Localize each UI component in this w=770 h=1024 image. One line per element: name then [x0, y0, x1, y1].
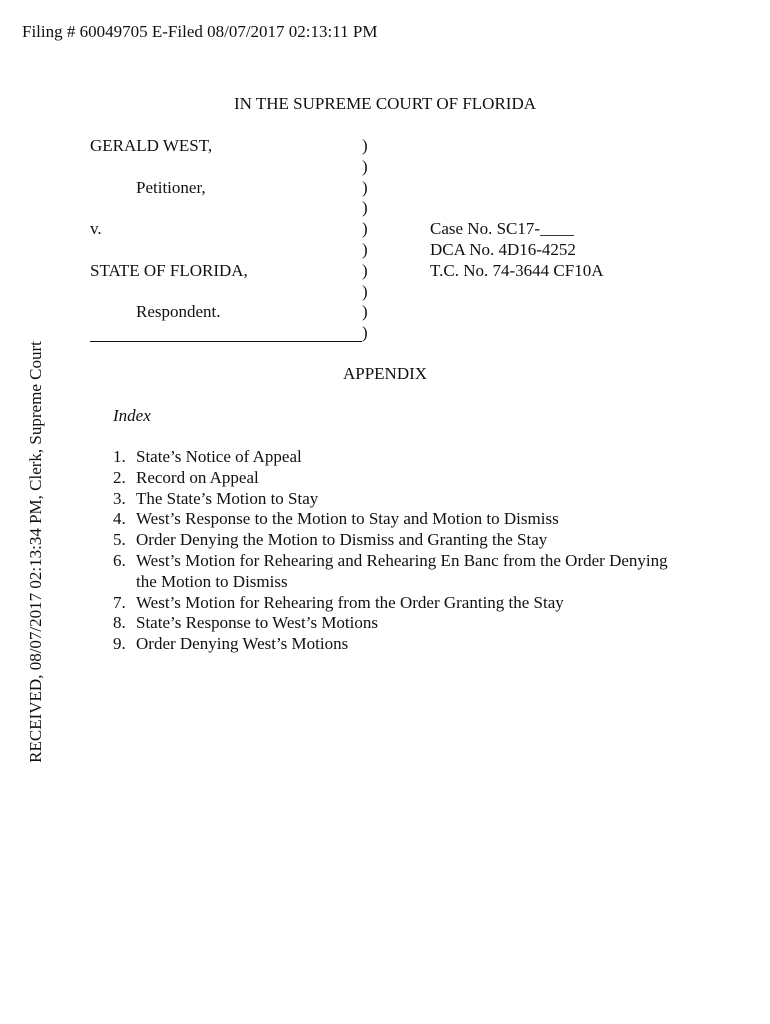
index-list	[113, 447, 673, 655]
index-item-text: West’s Motion for Rehearing from the Order Granting the Stay	[136, 592, 564, 612]
index-item	[113, 613, 673, 634]
appendix-heading: APPENDIX	[342, 364, 428, 383]
index-item-text: State’s Notice of Appeal	[136, 447, 302, 466]
index-item-number: 5.	[113, 530, 126, 550]
dca-number: DCA No. 4D16-4252	[430, 240, 576, 259]
index-item-number: 7.	[113, 592, 126, 612]
index-item-text: Order Denying the Motion to Dismiss and Granting the Stay	[136, 530, 548, 550]
court-title: IN THE SUPREME COURT OF FLORIDA	[233, 94, 537, 113]
index-item-number: 2.	[113, 467, 126, 487]
caption-rule	[90, 341, 362, 342]
caption-paren: )	[362, 282, 368, 301]
index-item-text: Record on Appeal	[136, 467, 259, 487]
caption-paren: )	[362, 136, 368, 155]
caption-paren: )	[362, 219, 368, 238]
index-item-text: West’s Response to the Motion to Stay and Motion to Dismiss	[136, 509, 559, 529]
caption-paren: )	[362, 261, 368, 280]
caption-paren: )	[362, 323, 368, 342]
respondent-role: Respondent.	[136, 302, 221, 321]
received-stamp: RECEIVED, 08/07/2017 02:13:34 PM, Clerk, Supreme Court	[26, 341, 45, 763]
index-heading: Index	[113, 406, 151, 425]
index-item-number: 4.	[113, 509, 126, 529]
filing-header: Filing # 60049705 E-Filed 08/07/2017 02:13:11 PM	[22, 22, 378, 41]
versus: v.	[90, 219, 102, 238]
caption-paren: )	[362, 240, 368, 259]
index-item	[113, 530, 673, 551]
index-item-number: 8.	[113, 613, 126, 633]
petitioner-name: GERALD WEST,	[90, 136, 213, 155]
caption-paren: )	[362, 198, 368, 217]
caption-paren: )	[362, 302, 368, 321]
tc-number: T.C. No. 74-3644 CF10A	[430, 261, 604, 280]
case-number: Case No. SC17-____	[430, 219, 575, 238]
index-item-number: 1.	[113, 447, 126, 466]
index-item	[113, 509, 673, 530]
index-item-text: The State’s Motion to Stay	[136, 488, 319, 508]
index-item-text: State’s Response to West’s Motions	[136, 613, 378, 633]
index-item-text: West’s Motion for Rehearing and Rehearing En Banc from the Order Denying the Motion to Dismiss	[136, 550, 668, 591]
caption-paren: )	[362, 157, 368, 176]
index-item	[113, 593, 673, 614]
index-item-number: 6.	[113, 550, 126, 570]
index-item	[113, 634, 673, 655]
index-item-number: 3.	[113, 488, 126, 508]
index-item	[113, 468, 673, 489]
index-item	[113, 489, 673, 510]
respondent-name: STATE OF FLORIDA,	[90, 261, 248, 280]
petitioner-role: Petitioner,	[136, 178, 206, 197]
index-item-number: 9.	[113, 634, 126, 654]
index-item-text: Order Denying West’s Motions	[136, 634, 349, 654]
index-item	[113, 551, 673, 593]
index-item	[113, 447, 673, 468]
caption-paren: )	[362, 178, 368, 197]
